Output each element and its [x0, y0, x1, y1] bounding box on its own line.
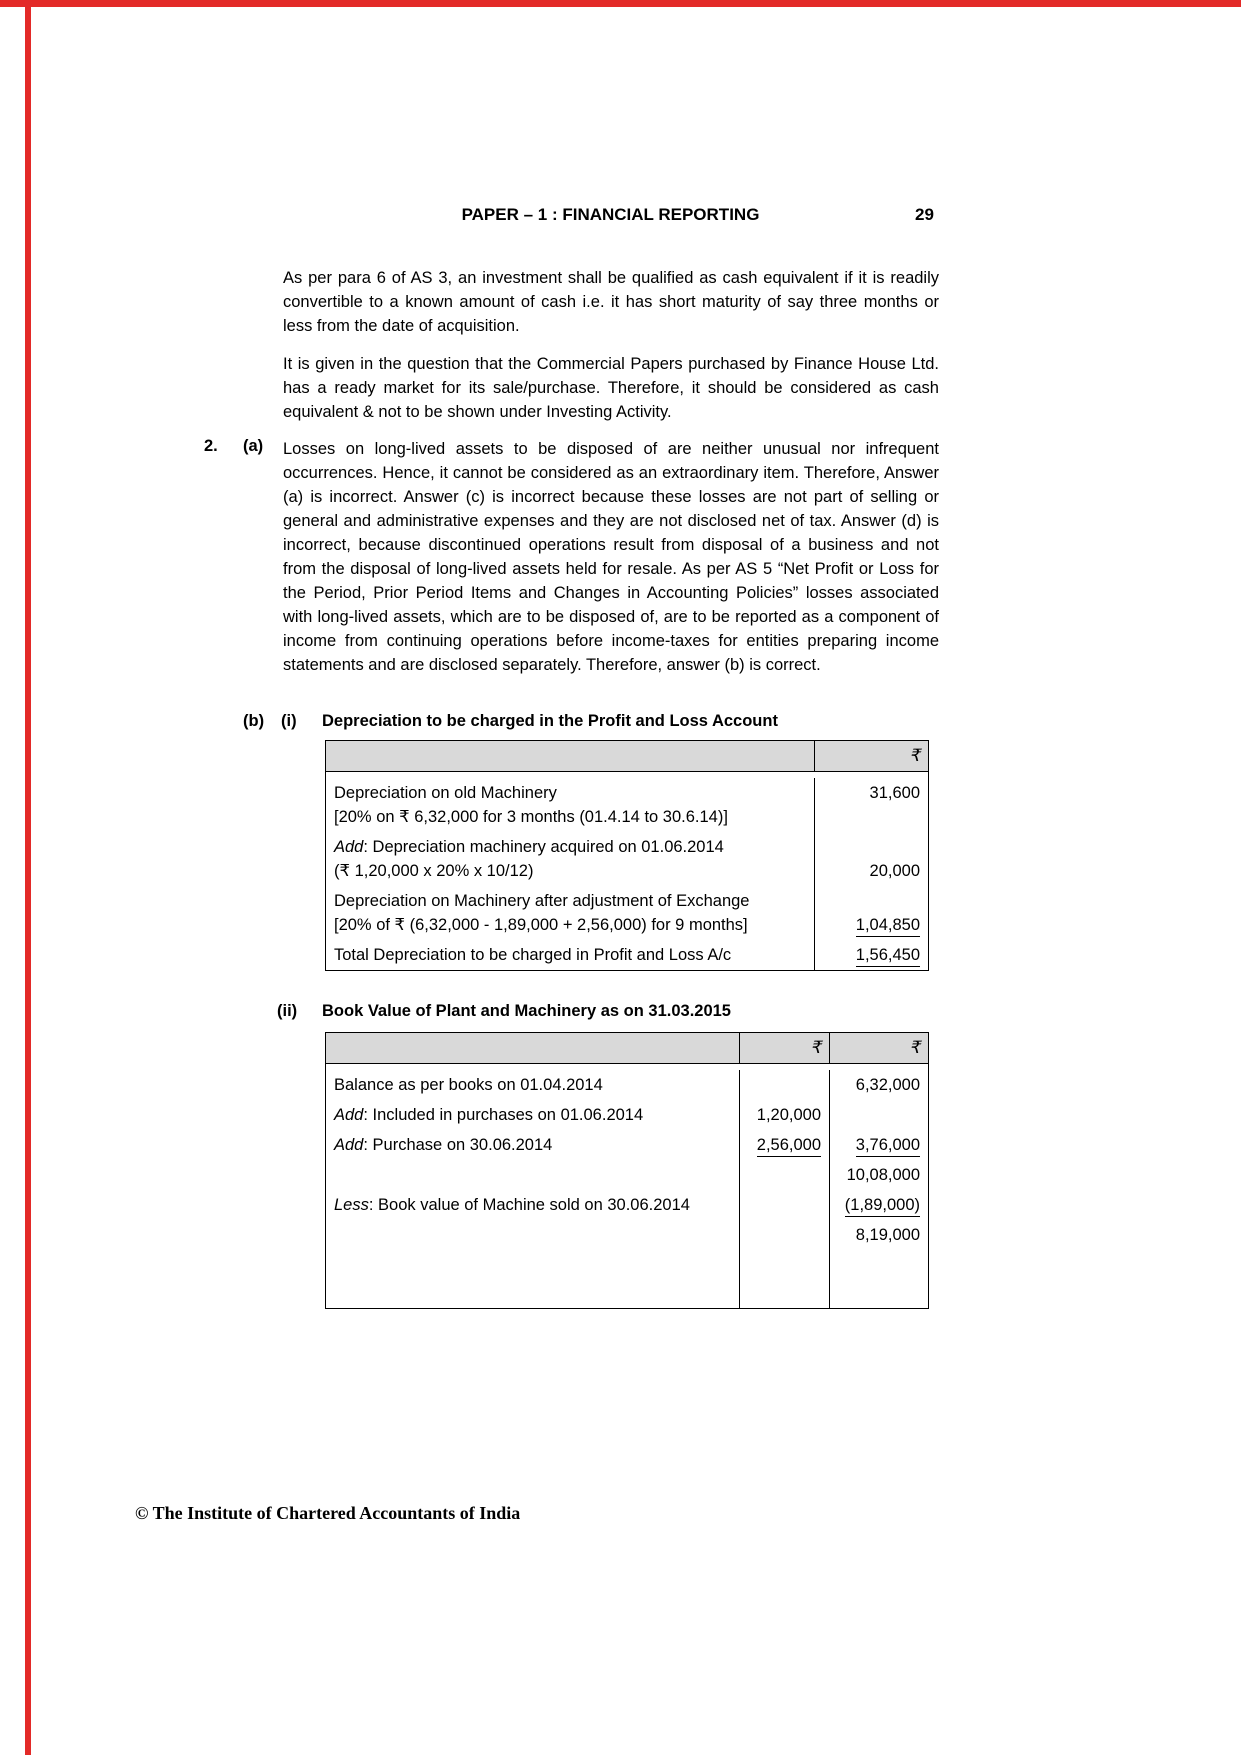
row-col2: 8,19,000 — [829, 1220, 928, 1250]
header-rupee-cell: ₹ — [814, 741, 928, 771]
page-header-title: PAPER – 1 : FINANCIAL REPORTING — [461, 205, 760, 224]
row-desc — [326, 1220, 739, 1250]
scan-edge-top — [0, 0, 1241, 7]
row-amount-underlined: 1,56,450 — [856, 945, 920, 967]
header-rupee-cell-2: ₹ — [829, 1033, 928, 1063]
row-desc-line1: Add: Depreciation machinery acquired on 01.06.2014 — [334, 838, 724, 856]
paragraph-commercial-papers: It is given in the question that the Commercial Papers purchased by Finance House Ltd. has a ready market for its sale/purchase. Therefore, it should be considered as cash equivalent & not to be shown under Investing Activity. — [283, 355, 939, 421]
item-2a-text: Losses on long-lived assets to be disposed of are neither unusual nor infrequent occurrences. Hence, it cannot be considered as an extraordinary item. Therefore, Answer (a) is incorrect. Answer (c) is incorrect because these losses are not part of selling or general and administrative expenses and they are not disclosed net of tax. Answer (d) is incorrect, because discontinued operations result from disposal of a business and not from the disposal of long-lived assets held for resale. As per AS 5 “Net Profit or Loss for the Period, Prior Period Items and Changes in Accounting Policies” losses associated with long-lived assets, which are to be disposed of, are to be reported as a component of income from continuing operations before income-taxes for entities preparing income statements and are disclosed separately. Therefore, answer (b) is correct. — [283, 440, 939, 674]
header-desc-cell — [326, 1033, 739, 1063]
row-amount: 31,600 — [869, 784, 920, 802]
row-desc — [326, 1160, 739, 1190]
row-desc-line2: (₹ 1,20,000 x 20% x 10/12) — [334, 862, 534, 880]
row-col2: 6,32,000 — [829, 1070, 928, 1100]
heading-depreciation: Depreciation to be charged in the Profit and Loss Account — [322, 712, 778, 730]
row-col1 — [739, 1070, 829, 1100]
table-row — [326, 772, 928, 832]
depreciation-table — [325, 740, 929, 971]
row-desc-line1: Depreciation on Machinery after adjustment of Exchange — [334, 892, 750, 910]
row-col1-underlined: 2,56,000 — [757, 1135, 821, 1157]
row-col1 — [739, 1160, 829, 1190]
item-2a-label: (a) — [243, 437, 264, 455]
row-desc: Less: Book value of Machine sold on 30.06.2014 — [334, 1196, 690, 1214]
row-col1 — [739, 1190, 829, 1220]
row-desc: Add: Included in purchases on 01.06.2014 — [334, 1106, 644, 1124]
row-desc-line1: Total Depreciation to be charged in Profit and Loss A/c — [334, 946, 732, 964]
table-row — [326, 1064, 928, 1100]
table-row — [326, 886, 928, 940]
table-row — [326, 1160, 928, 1190]
table-row — [326, 940, 928, 970]
row-desc-line2: [20% of ₹ (6,32,000 - 1,89,000 + 2,56,000) for 9 months] — [334, 916, 748, 934]
table-row — [326, 832, 928, 886]
table-row — [326, 1130, 928, 1160]
row-desc-line2: [20% on ₹ 6,32,000 for 3 months (01.4.14 to 30.6.14)] — [334, 808, 728, 826]
scan-edge-left — [25, 0, 31, 1755]
heading-book-value: Book Value of Plant and Machinery as on 31.03.2015 — [322, 1002, 731, 1020]
row-desc: Add: Purchase on 30.06.2014 — [334, 1136, 553, 1154]
row-col1 — [739, 1220, 829, 1250]
row-amount-underlined: 1,04,850 — [856, 915, 920, 937]
row-col2: 10,08,000 — [829, 1160, 928, 1190]
row-col2 — [829, 1100, 928, 1130]
row-col2-underlined: 3,76,000 — [856, 1135, 920, 1157]
header-desc-cell — [326, 741, 814, 771]
table-row — [326, 1220, 928, 1250]
header-rupee-cell-1: ₹ — [739, 1033, 829, 1063]
row-desc: Balance as per books on 01.04.2014 — [334, 1076, 603, 1094]
paragraph-as3: As per para 6 of AS 3, an investment shall be qualified as cash equivalent if it is readily convertible to a known amount of cash i.e. it has short maturity of say three months or less from the date of acquisition. — [283, 269, 939, 335]
table-row — [326, 1190, 928, 1220]
copyright-footer: © The Institute of Chartered Accountants of India — [135, 1503, 521, 1523]
row-amount: 20,000 — [869, 862, 920, 880]
row-desc-line1: Depreciation on old Machinery — [334, 784, 557, 802]
table-empty-space — [326, 1250, 928, 1308]
row-col2-underlined: (1,89,000) — [845, 1195, 920, 1217]
item-2b-label: (b) — [243, 712, 265, 730]
table-row — [326, 1100, 928, 1130]
item-2b-i-label: (i) — [281, 712, 297, 730]
page-number: 29 — [915, 205, 934, 224]
item-number-2: 2. — [204, 437, 218, 455]
row-col1: 1,20,000 — [739, 1100, 829, 1130]
depreciation-table-header — [326, 741, 928, 772]
book-value-table — [325, 1032, 929, 1309]
book-value-table-header — [326, 1033, 928, 1064]
item-2b-ii-label: (ii) — [277, 1002, 298, 1020]
